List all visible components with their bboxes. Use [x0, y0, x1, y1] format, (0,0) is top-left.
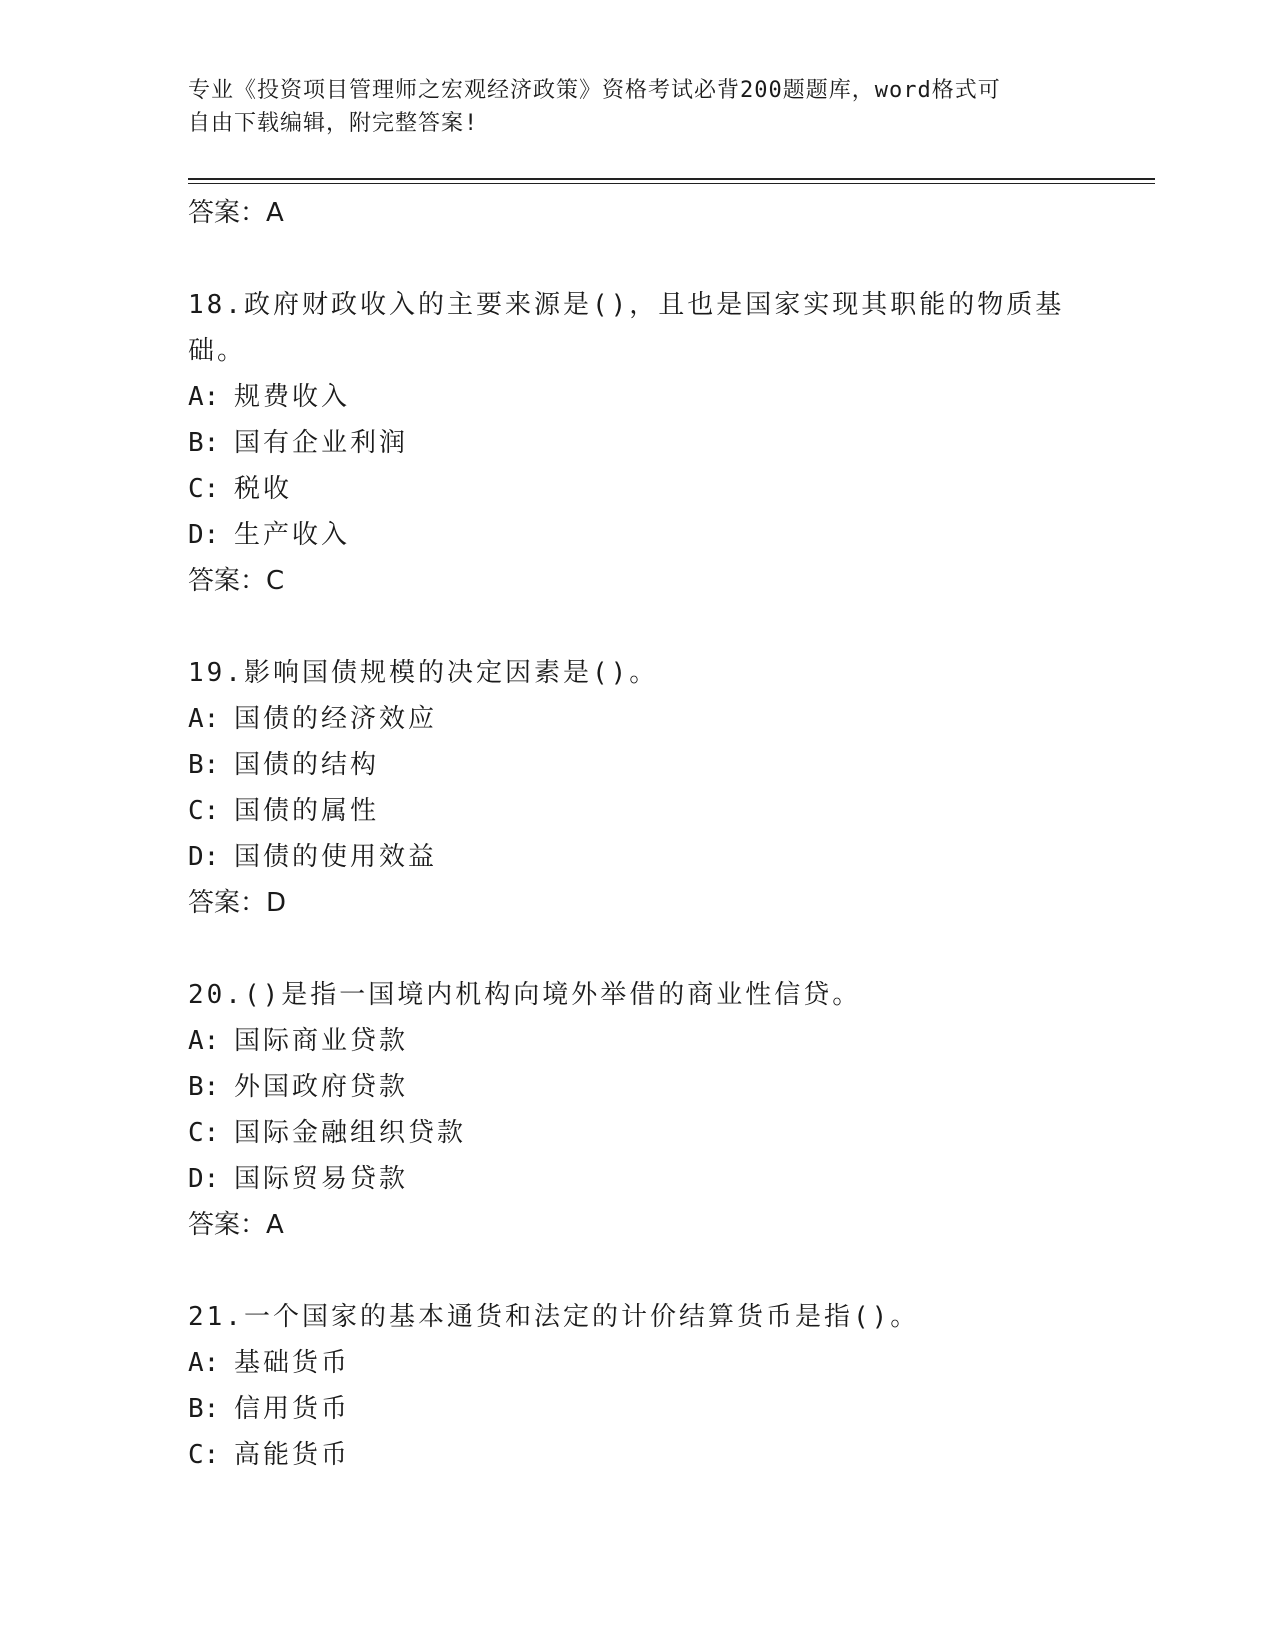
- option-a: [188, 1340, 1088, 1386]
- option-label: B:: [188, 428, 220, 458]
- option-label: A:: [188, 1348, 220, 1378]
- question-stem: 19.影响国债规模的决定因素是()。: [188, 658, 659, 688]
- option-c: [188, 788, 1088, 834]
- option-label: D:: [188, 520, 220, 550]
- option-text: 生产收入: [234, 520, 351, 550]
- option-text: 国债的属性: [234, 796, 380, 826]
- option-label: C:: [188, 1440, 220, 1470]
- header-line-1: 专业《投资项目管理师之宏观经济政策》资格考试必背200题题库，word格式可: [188, 78, 1001, 103]
- question-item: [188, 650, 1088, 926]
- question-stem: 18.政府财政收入的主要来源是()，且也是国家实现其职能的物质基础。: [188, 290, 1065, 366]
- option-b: [188, 742, 1088, 788]
- option-b: [188, 1064, 1088, 1110]
- option-text: 国债的结构: [234, 750, 380, 780]
- option-label: C:: [188, 1118, 220, 1148]
- option-text: 国际贸易贷款: [234, 1164, 409, 1194]
- option-label: A:: [188, 704, 220, 734]
- option-text: 高能货币: [234, 1440, 351, 1470]
- option-text: 国际商业贷款: [234, 1026, 409, 1056]
- option-text: 税收: [234, 474, 293, 504]
- option-text: 国际金融组织贷款: [234, 1118, 467, 1148]
- option-text: 信用货币: [234, 1394, 351, 1424]
- option-label: A:: [188, 382, 220, 412]
- option-label: B:: [188, 1394, 220, 1424]
- option-d: [188, 1156, 1088, 1202]
- option-c: [188, 1432, 1088, 1478]
- option-text: 基础货币: [234, 1348, 351, 1378]
- option-d: [188, 834, 1088, 880]
- option-c: [188, 1110, 1088, 1156]
- option-label: B:: [188, 1072, 220, 1102]
- option-d: [188, 512, 1088, 558]
- option-a: [188, 1018, 1088, 1064]
- answer-line: 答案：C: [188, 566, 285, 596]
- header-divider-thick: [188, 178, 1155, 180]
- question-item: [188, 1294, 1088, 1478]
- option-text: 规费收入: [234, 382, 351, 412]
- question-stem: 21.一个国家的基本通货和法定的计价结算货币是指()。: [188, 1302, 920, 1332]
- option-text: 国有企业利润: [234, 428, 409, 458]
- question-item: [188, 282, 1088, 604]
- answer-line: 答案：A: [188, 1210, 284, 1240]
- answer-line: 答案：D: [188, 888, 287, 918]
- option-text: 外国政府贷款: [234, 1072, 409, 1102]
- option-label: A:: [188, 1026, 220, 1056]
- option-label: D:: [188, 1164, 220, 1194]
- question-list: [188, 190, 1088, 1478]
- option-b: [188, 1386, 1088, 1432]
- option-text: 国债的经济效应: [234, 704, 438, 734]
- answer-line: 答案：A: [188, 198, 284, 228]
- header-line-2: 自由下载编辑，附完整答案!: [188, 111, 479, 136]
- option-text: 国债的使用效益: [234, 842, 438, 872]
- option-a: [188, 374, 1088, 420]
- option-b: [188, 420, 1088, 466]
- option-label: C:: [188, 796, 220, 826]
- option-c: [188, 466, 1088, 512]
- option-label: B:: [188, 750, 220, 780]
- document-header: [188, 74, 1088, 140]
- question-stem: 20.()是指一国境内机构向境外举借的商业性信贷。: [188, 980, 862, 1010]
- header-divider-thin: [188, 183, 1155, 184]
- question-item: [188, 972, 1088, 1248]
- option-label: C:: [188, 474, 220, 504]
- option-a: [188, 696, 1088, 742]
- option-label: D:: [188, 842, 220, 872]
